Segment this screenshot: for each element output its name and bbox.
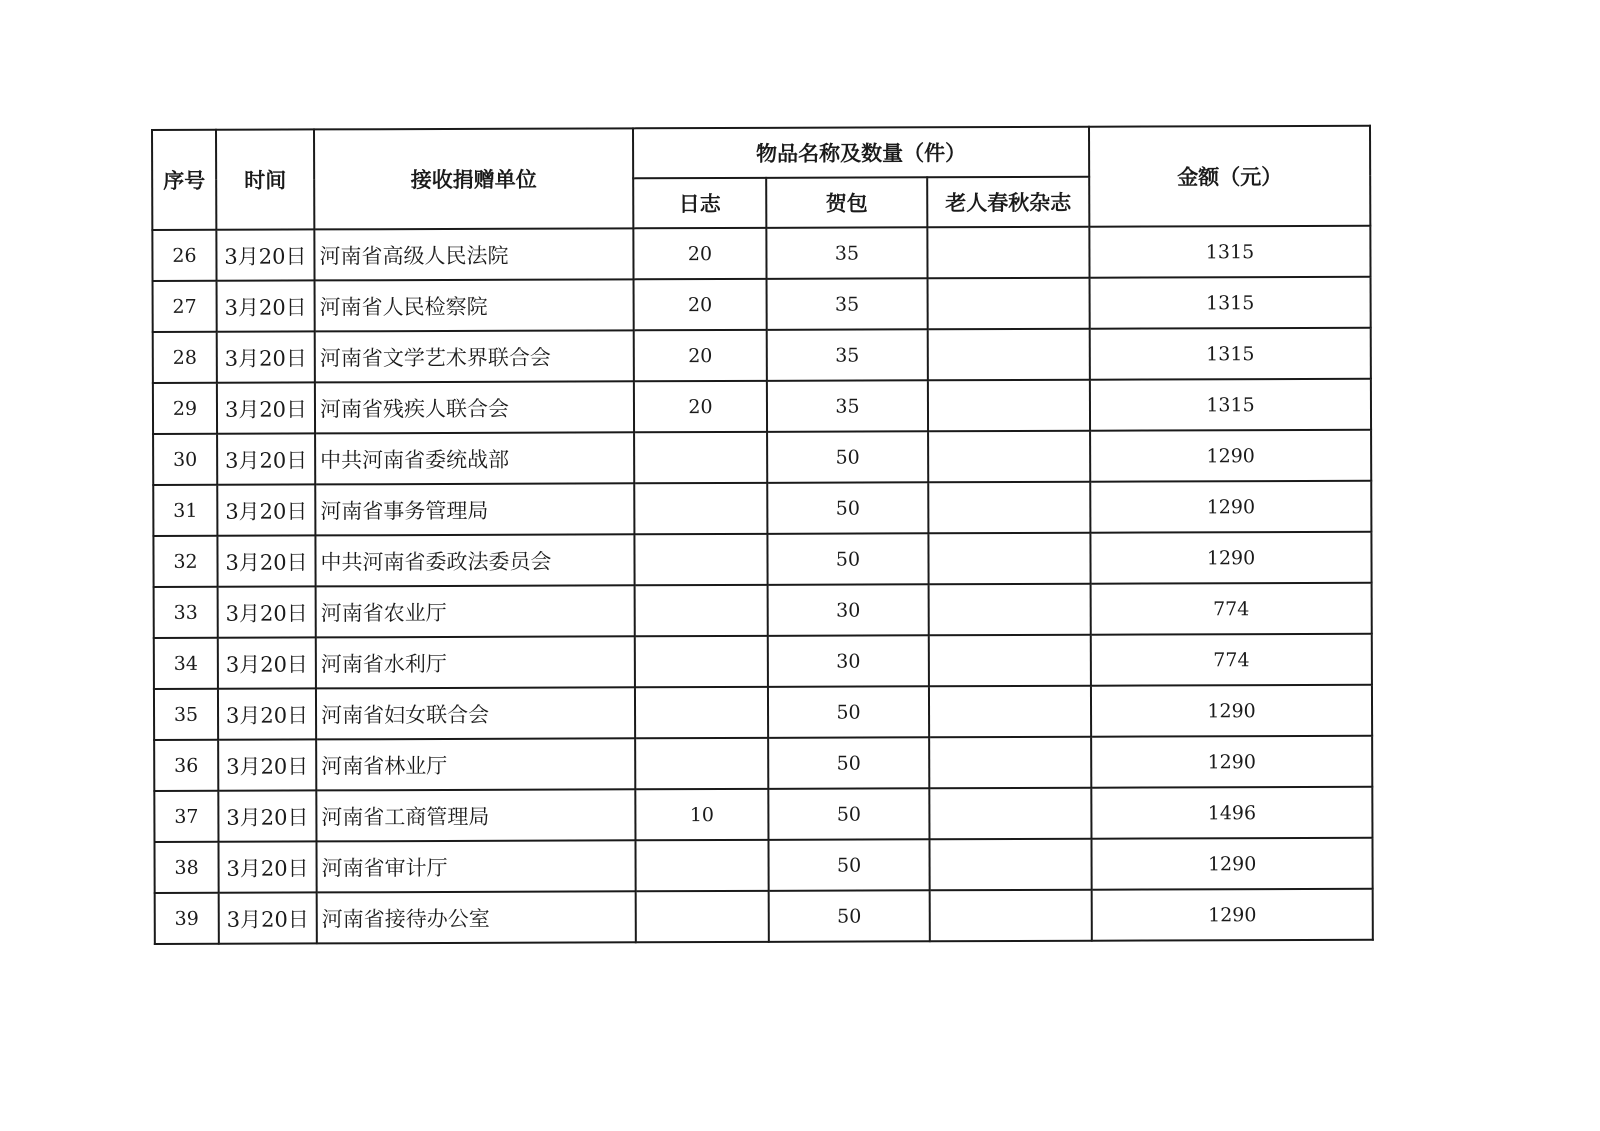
cell-date: 3月20日: [218, 841, 316, 892]
cell-magazine: [928, 431, 1090, 483]
cell-date: 3月20日: [217, 331, 315, 382]
cell-diary: [635, 687, 768, 738]
cell-magazine: [929, 686, 1091, 738]
table-row: [153, 430, 1371, 485]
cell-gift-bag: 30: [768, 635, 929, 687]
cell-magazine: [929, 737, 1091, 789]
cell-amount: 1315: [1090, 379, 1371, 431]
cell-diary: [635, 585, 768, 636]
header-items-group: 物品名称及数量（件）: [633, 127, 1089, 179]
cell-diary: [635, 636, 768, 687]
cell-gift-bag: 50: [768, 839, 929, 891]
cell-amount: 1315: [1089, 226, 1370, 278]
cell-amount: 1290: [1090, 430, 1371, 482]
cell-date: 3月20日: [216, 229, 314, 280]
cell-seq: 36: [154, 740, 218, 791]
cell-magazine: [928, 329, 1090, 381]
header-row-1: [152, 126, 1370, 180]
cell-gift-bag: 50: [768, 737, 929, 789]
cell-amount: 1290: [1092, 889, 1373, 941]
cell-diary: [635, 738, 768, 789]
cell-seq: 30: [153, 434, 217, 485]
cell-diary: 20: [634, 381, 767, 432]
cell-seq: 35: [154, 689, 218, 740]
cell-diary: 20: [634, 279, 767, 330]
cell-seq: 26: [152, 230, 216, 281]
cell-seq: 39: [155, 893, 219, 944]
cell-gift-bag: 50: [768, 686, 929, 738]
header-time: 时间: [216, 129, 314, 229]
cell-seq: 37: [154, 791, 218, 842]
table-row: [153, 277, 1371, 332]
table-row: [154, 685, 1372, 740]
cell-date: 3月20日: [219, 892, 317, 943]
cell-seq: 29: [153, 383, 217, 434]
table-row: [154, 583, 1372, 638]
cell-amount: 1315: [1090, 328, 1371, 380]
cell-gift-bag: 35: [767, 380, 928, 432]
cell-unit: 河南省农业厅: [316, 585, 635, 637]
cell-date: 3月20日: [218, 688, 316, 739]
cell-gift-bag: 50: [767, 431, 928, 483]
table-row: [153, 481, 1371, 536]
cell-unit: 河南省人民检察院: [315, 279, 634, 331]
cell-magazine: [929, 635, 1091, 687]
header-diary: 日志: [633, 178, 766, 228]
cell-unit: 河南省文学艺术界联合会: [315, 330, 634, 382]
header-magazine: 老人春秋杂志: [927, 177, 1089, 228]
cell-seq: 33: [154, 587, 218, 638]
cell-gift-bag: 30: [768, 584, 929, 636]
cell-gift-bag: 35: [766, 227, 927, 279]
cell-magazine: [929, 584, 1091, 636]
cell-gift-bag: 50: [768, 788, 929, 840]
cell-gift-bag: 50: [769, 890, 930, 942]
cell-date: 3月20日: [217, 535, 315, 586]
cell-unit: 河南省水利厅: [316, 636, 635, 688]
cell-amount: 1290: [1090, 532, 1371, 584]
cell-gift-bag: 50: [767, 533, 928, 585]
cell-unit: 河南省高级人民法院: [314, 228, 633, 280]
table-row: [154, 787, 1372, 842]
cell-diary: 10: [635, 789, 768, 840]
cell-amount: 774: [1091, 634, 1372, 686]
cell-date: 3月20日: [218, 790, 316, 841]
cell-date: 3月20日: [218, 637, 316, 688]
cell-magazine: [928, 482, 1090, 534]
cell-unit: 河南省工商管理局: [316, 789, 635, 841]
table-row: [152, 226, 1370, 281]
cell-magazine: [930, 890, 1092, 942]
cell-amount: 1290: [1090, 481, 1371, 533]
table-row: [154, 838, 1372, 893]
cell-date: 3月20日: [218, 739, 316, 790]
header-gift-bag: 贺包: [766, 177, 927, 228]
cell-diary: [634, 534, 767, 585]
cell-magazine: [928, 380, 1090, 432]
cell-unit: 河南省接待办公室: [317, 891, 636, 943]
cell-date: 3月20日: [217, 484, 315, 535]
cell-amount: 1496: [1091, 787, 1372, 839]
cell-amount: 1315: [1090, 277, 1371, 329]
cell-seq: 38: [154, 842, 218, 893]
cell-diary: [634, 483, 767, 534]
cell-gift-bag: 35: [767, 329, 928, 381]
cell-magazine: [928, 533, 1090, 585]
table-body: [152, 226, 1373, 944]
cell-date: 3月20日: [217, 433, 315, 484]
table-row: [153, 532, 1371, 587]
cell-diary: [636, 891, 769, 942]
cell-magazine: [927, 227, 1089, 279]
cell-diary: [635, 840, 768, 891]
cell-seq: 27: [153, 281, 217, 332]
cell-gift-bag: 50: [767, 482, 928, 534]
cell-seq: 34: [154, 638, 218, 689]
table-row: [155, 889, 1373, 944]
cell-seq: 31: [153, 485, 217, 536]
table-row: [154, 634, 1372, 689]
table-row: [153, 379, 1371, 434]
cell-magazine: [928, 278, 1090, 330]
cell-seq: 32: [153, 536, 217, 587]
header-seq: 序号: [152, 130, 216, 230]
cell-amount: 1290: [1091, 736, 1372, 788]
cell-unit: 河南省审计厅: [316, 840, 635, 892]
cell-unit: 中共河南省委统战部: [315, 432, 634, 484]
cell-amount: 774: [1091, 583, 1372, 635]
cell-date: 3月20日: [218, 586, 316, 637]
cell-unit: 河南省事务管理局: [315, 483, 634, 535]
cell-seq: 28: [153, 332, 217, 383]
donation-table: [151, 125, 1374, 945]
cell-amount: 1290: [1091, 685, 1372, 737]
cell-magazine: [929, 839, 1091, 891]
table-row: [153, 328, 1371, 383]
cell-date: 3月20日: [217, 280, 315, 331]
header-amount: 金额（元）: [1089, 126, 1370, 227]
cell-diary: [634, 432, 767, 483]
cell-unit: 河南省林业厅: [316, 738, 635, 790]
cell-gift-bag: 35: [767, 278, 928, 330]
cell-unit: 河南省残疾人联合会: [315, 381, 634, 433]
cell-date: 3月20日: [217, 382, 315, 433]
cell-diary: 20: [633, 228, 766, 279]
cell-unit: 中共河南省委政法委员会: [315, 534, 634, 586]
cell-diary: 20: [634, 330, 767, 381]
table-row: [154, 736, 1372, 791]
cell-amount: 1290: [1092, 838, 1373, 890]
cell-unit: 河南省妇女联合会: [316, 687, 635, 739]
cell-magazine: [929, 788, 1091, 840]
header-unit: 接收捐赠单位: [314, 128, 633, 229]
